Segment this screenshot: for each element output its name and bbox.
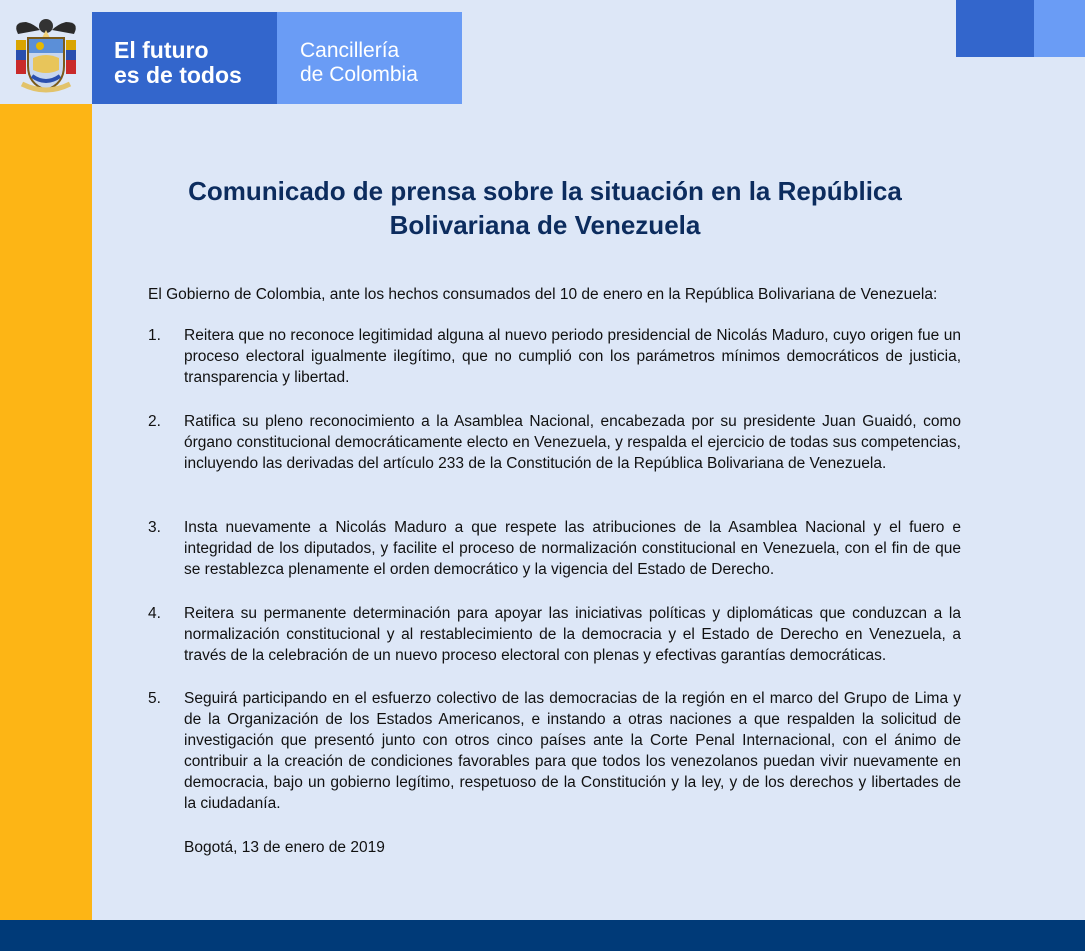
item-text: Seguirá participando en el esfuerzo colectivo de las democracias de la región en el marco del Grupo de Lima y de la Organización de los Estados Americanos, e instando a otras naciones a que respalden la solicitud de investigación que presentó junto con otros cinco países ante la Corte Penal Internacional, con el ánimo de contribuir a la creación de condiciones favorables para que todos los venezolanos puedan vivir nuevamente en democracia, bajo un gobierno legítimo, respetuoso de la Constitución y la ley, y de los derechos y libertades de la ciudadanía. [184, 690, 961, 812]
item-text: Reitera su permanente determinación para apoyar las iniciativas políticas y diplomáticas que conduzcan a la normalización constitucional y al restablecimiento de la democracia y el Estado de Derecho en Venezuela, a través de la celebración de un nuevo proceso electoral con plenas y efectivas garantías democráticas. [184, 605, 961, 664]
item-number: 4. [148, 605, 161, 622]
title-line-1: Comunicado de prensa sobre la situación en la República [188, 176, 902, 206]
bottom-navy-bar [0, 920, 1085, 951]
title-line-2: Bolivariana de Venezuela [389, 210, 701, 240]
corner-square-dark [956, 0, 1034, 57]
ministry-line-2: de Colombia [300, 63, 418, 86]
colombia-coat-of-arms-icon [0, 0, 92, 104]
slogan-banner [92, 12, 277, 104]
item-text: Insta nuevamente a Nicolás Maduro a que respete las atribuciones de la Asamblea Nacional y el fuero e integridad de los diputados, y facilite el proceso de normalización constitucional en Venezuela, con el fin de que se restablezca plenamente el orden democrático y la vigencia del Estado de Derecho. [184, 519, 961, 578]
item-number: 2. [148, 413, 161, 430]
item-text: Reitera que no reconoce legitimidad alguna al nuevo periodo presidencial de Nicolás Maduro, cuyo origen fue un proceso electoral igualmente ilegítimo, que no cumplió con los parámetros mínimos democráticos de justicia, transparencia y libertad. [184, 327, 961, 386]
document-title [150, 174, 940, 242]
place-date: Bogotá, 13 de enero de 2019 [184, 839, 385, 856]
ministry-line-1: Cancillería [300, 39, 400, 62]
item-number: 5. [148, 690, 161, 707]
list-item [148, 517, 961, 580]
logo-area [0, 0, 92, 104]
list-item [148, 411, 961, 474]
item-text: Ratifica su pleno reconocimiento a la Asamblea Nacional, encabezada por su presidente Juan Guaidó, como órgano constitucional democráticamente electo en Venezuela, y respalda el ejercicio de todas sus competencias, incluyendo las derivadas del artículo 233 de la Constitución de la República Bolivariana de Venezuela. [184, 413, 961, 472]
left-yellow-bar [0, 104, 92, 920]
list-item [148, 603, 961, 666]
list-item [148, 325, 961, 388]
corner-square-light [1034, 0, 1085, 57]
ministry-banner [277, 12, 462, 104]
slogan-line-2: es de todos [114, 62, 242, 88]
slogan-line-1: El futuro [114, 37, 209, 63]
item-number: 3. [148, 519, 161, 536]
item-number: 1. [148, 327, 161, 344]
list-item [148, 688, 961, 814]
intro-paragraph: El Gobierno de Colombia, ante los hechos consumados del 10 de enero en la República Bolivariana de Venezuela: [148, 286, 938, 303]
